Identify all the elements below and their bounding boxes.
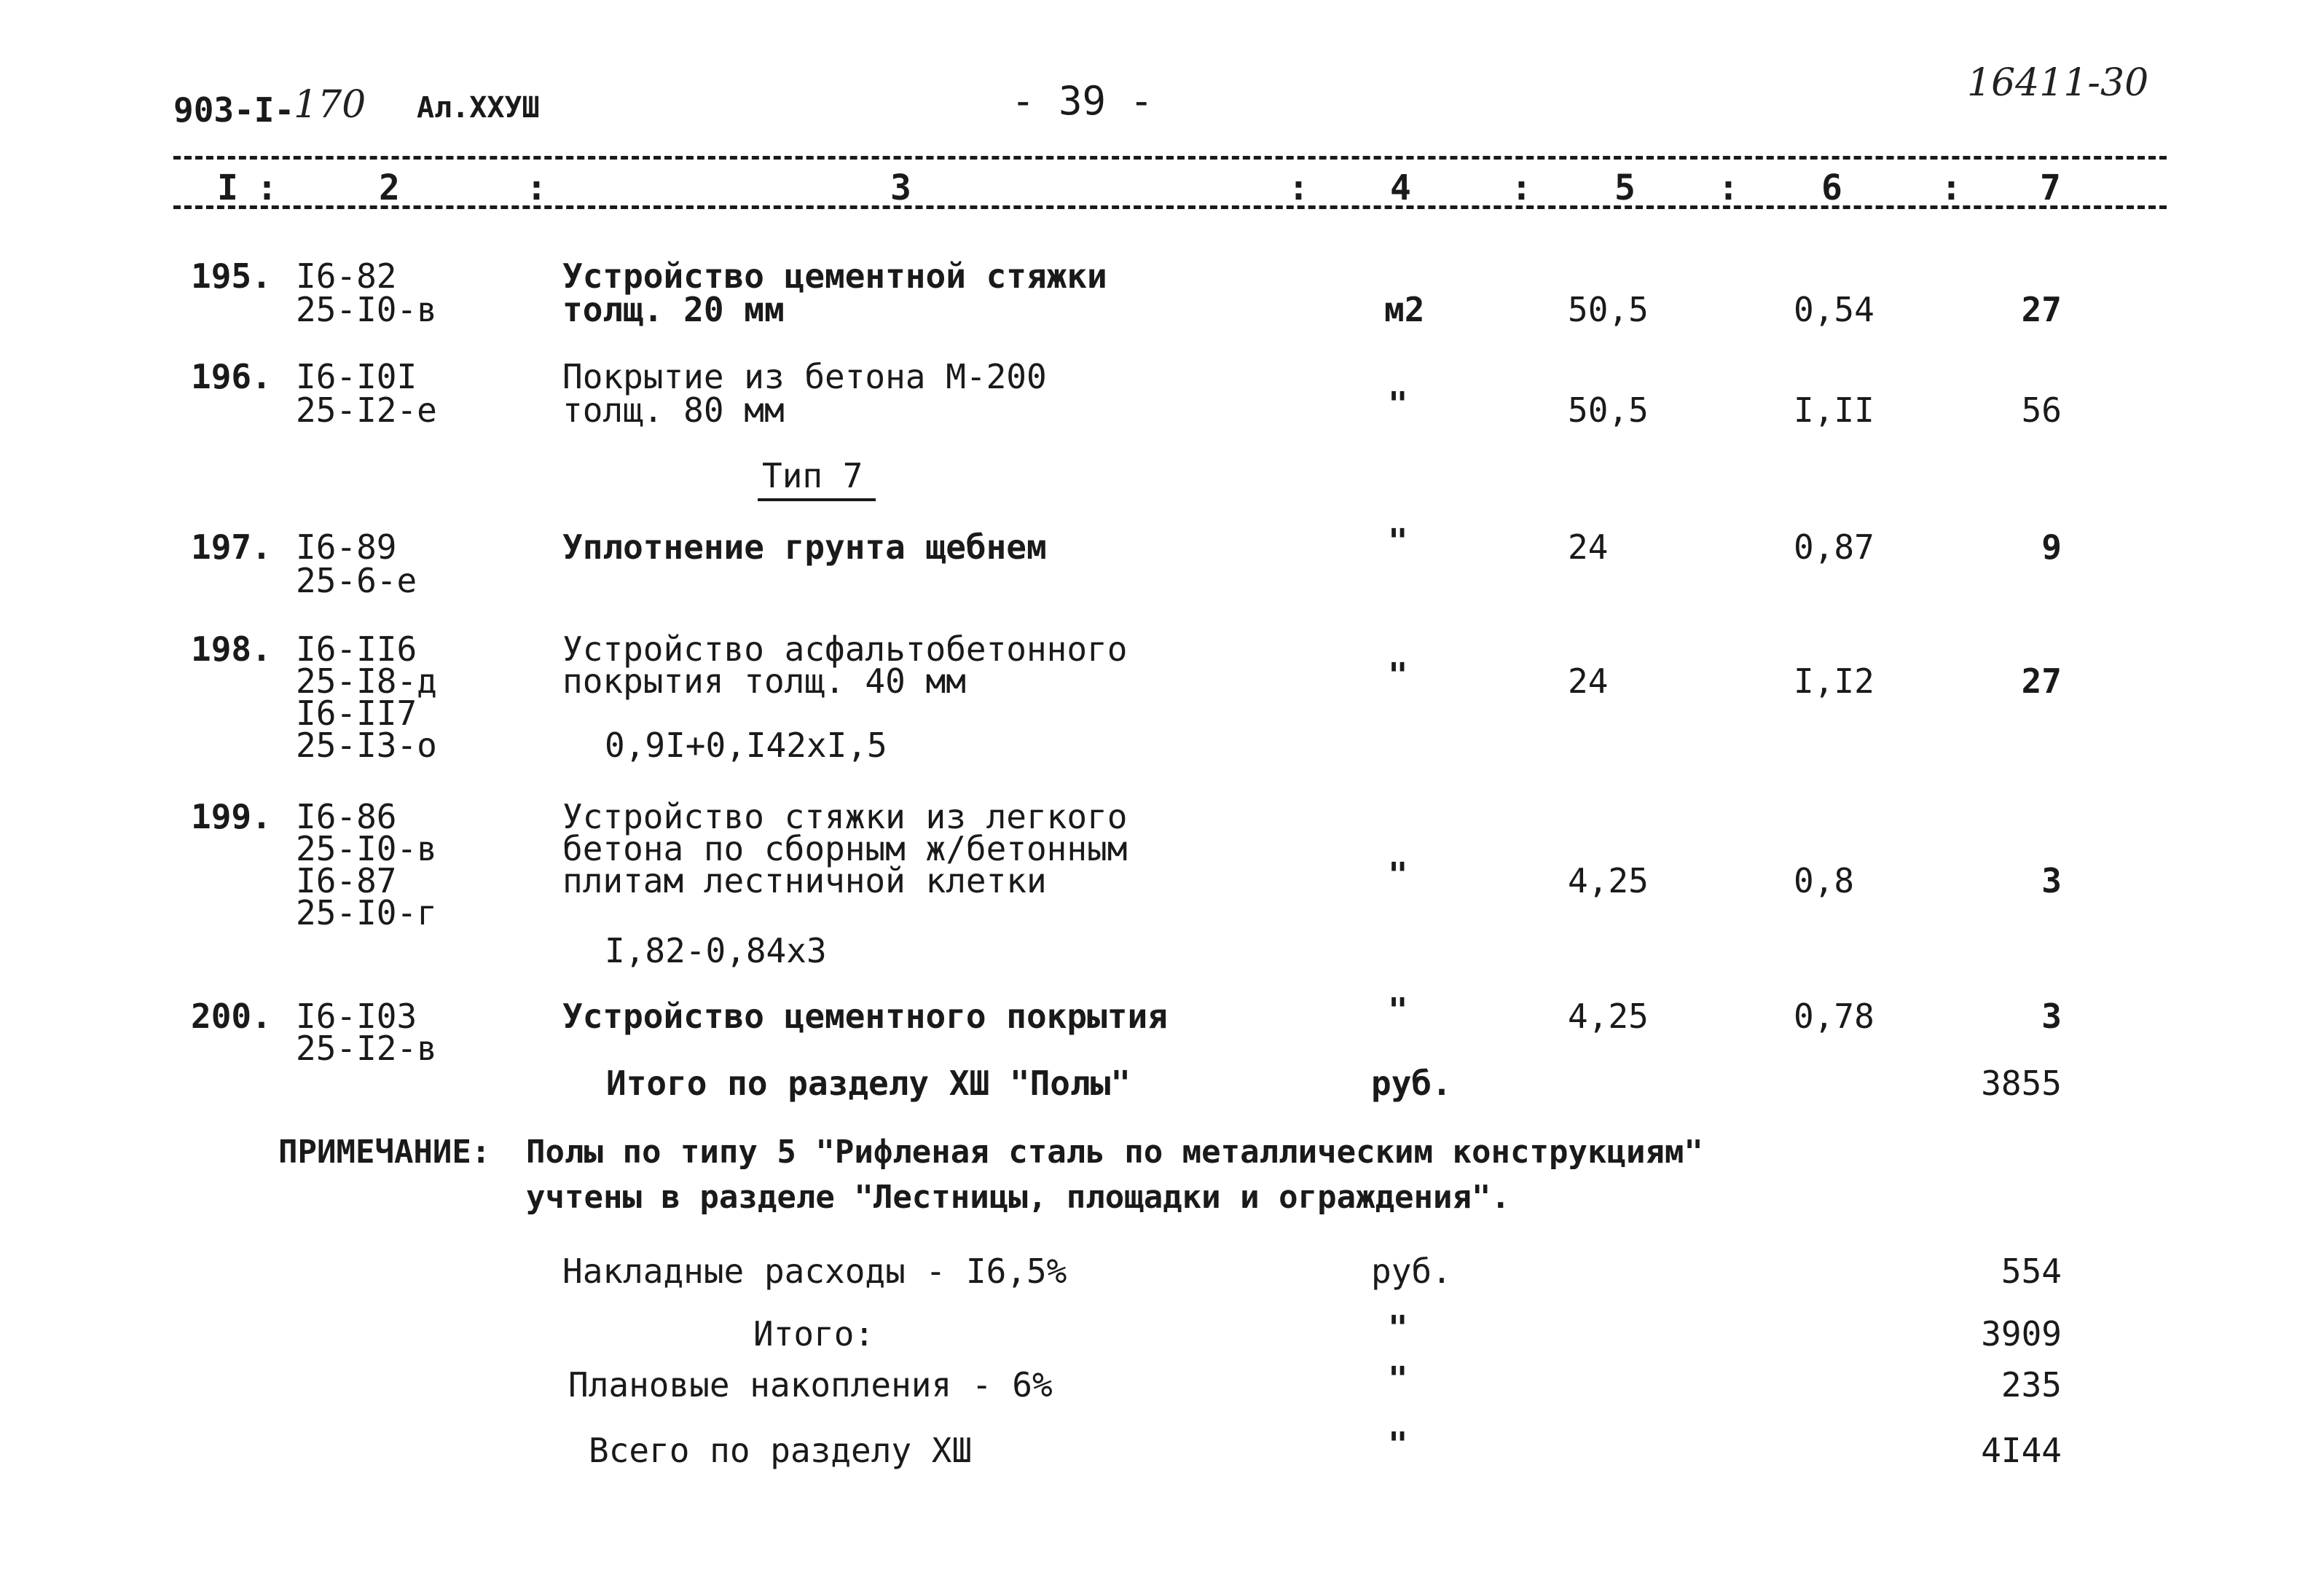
type-heading: Тип 7 xyxy=(762,456,863,495)
note-line-2: учтены в разделе "Лестницы, площадки и ограждения". xyxy=(526,1179,1511,1216)
row-description: Устройство асфальтобетонного xyxy=(562,629,1128,669)
row-code: 25-I2-в xyxy=(296,1029,437,1068)
row-code: 25-I0-г xyxy=(296,893,437,932)
row-quantity: 4,25 xyxy=(1568,861,1649,900)
type-heading-underline xyxy=(758,498,876,501)
row-number: 200. xyxy=(191,997,272,1036)
row-number: 196. xyxy=(191,357,272,396)
doc-code-handwritten: 170 xyxy=(294,83,366,127)
row-unit: м2 xyxy=(1384,290,1425,329)
row-total: 3 xyxy=(2041,997,2062,1036)
row-quantity: 50,5 xyxy=(1568,290,1649,329)
row-code: I6-87 xyxy=(296,861,397,900)
row-description: Устройство цементного покрытия xyxy=(562,997,1168,1036)
row-code: 25-6-е xyxy=(296,561,417,600)
album-number: Ал.ХХУШ xyxy=(417,91,540,125)
section-total-label: Итого по разделу ХШ "Полы" xyxy=(606,1064,1131,1103)
row-code: I6-82 xyxy=(296,256,397,296)
row-description: Устройство цементной стяжки xyxy=(562,256,1107,296)
row-total: 3 xyxy=(2041,861,2062,900)
header-rule-top xyxy=(173,156,2167,160)
row-code: 25-I3-о xyxy=(296,726,437,765)
row-code: I6-II7 xyxy=(296,694,417,733)
column-separator: : xyxy=(1511,168,1532,208)
page-number: - 39 - xyxy=(1011,78,1154,124)
row-price: 0,87 xyxy=(1794,527,1874,567)
summary-label: Итого: xyxy=(753,1314,875,1354)
row-price: I,II xyxy=(1794,390,1874,430)
row-price: 0,8 xyxy=(1794,861,1855,900)
summary-unit: " xyxy=(1388,1308,1408,1348)
row-code: 25-I2-е xyxy=(296,390,437,430)
column-header-4: 4 xyxy=(1390,168,1411,208)
row-description: Покрытие из бетона М-200 xyxy=(562,357,1047,396)
row-price: 0,54 xyxy=(1794,290,1874,329)
row-total: 9 xyxy=(2041,527,2062,567)
row-description: бетона по сборным ж/бетонным xyxy=(562,829,1128,868)
note-line-1: Полы по типу 5 "Рифленая сталь по металлическим конструкциям" xyxy=(526,1134,1703,1171)
row-unit: " xyxy=(1388,855,1408,895)
summary-unit: " xyxy=(1388,1425,1408,1464)
header-rule-bottom xyxy=(173,205,2167,209)
column-header-1: I xyxy=(217,168,238,208)
column-header-3: 3 xyxy=(890,168,911,208)
row-number: 199. xyxy=(191,797,272,836)
column-separator: : xyxy=(1941,168,1962,208)
summary-value: 554 xyxy=(2001,1252,2062,1291)
column-header-2: 2 xyxy=(379,168,400,208)
row-code: I6-86 xyxy=(296,797,397,836)
row-description: покрытия толщ. 40 мм xyxy=(562,661,966,701)
row-price: 0,78 xyxy=(1794,997,1874,1036)
row-total: 56 xyxy=(2021,390,2062,430)
row-code: 25-I8-д xyxy=(296,661,437,701)
row-code: I6-I0I xyxy=(296,357,417,396)
row-formula: 0,9I+0,I42хI,5 xyxy=(605,726,887,765)
column-header-6: 6 xyxy=(1821,168,1842,208)
row-formula: I,82-0,84х3 xyxy=(605,931,827,970)
note-label: ПРИМЕЧАНИЕ: xyxy=(278,1134,491,1171)
row-unit: " xyxy=(1388,522,1408,561)
summary-value: 235 xyxy=(2001,1365,2062,1405)
archive-number: 16411-30 xyxy=(1967,61,2149,105)
row-quantity: 24 xyxy=(1568,661,1609,701)
row-total: 27 xyxy=(2021,661,2062,701)
row-price: I,I2 xyxy=(1794,661,1874,701)
row-code: I6-I03 xyxy=(296,997,417,1036)
row-number: 195. xyxy=(191,256,272,296)
summary-value: 4I44 xyxy=(1981,1431,2062,1470)
row-total: 27 xyxy=(2021,290,2062,329)
row-unit: " xyxy=(1388,991,1408,1030)
row-number: 198. xyxy=(191,629,272,669)
section-total-unit: руб. xyxy=(1371,1064,1452,1103)
column-header-7: 7 xyxy=(2040,168,2061,208)
summary-label: Всего по разделу ХШ xyxy=(589,1431,973,1470)
row-quantity: 4,25 xyxy=(1568,997,1649,1036)
row-code: 25-I0-в xyxy=(296,829,437,868)
section-total-value: 3855 xyxy=(1981,1064,2062,1103)
row-unit: " xyxy=(1388,385,1408,424)
row-code: 25-I0-в xyxy=(296,290,437,329)
column-separator: : xyxy=(1718,168,1739,208)
row-code: I6-II6 xyxy=(296,629,417,669)
row-code: I6-89 xyxy=(296,527,397,567)
summary-label: Плановые накопления - 6% xyxy=(568,1365,1053,1405)
column-separator: : xyxy=(256,168,278,208)
summary-unit: " xyxy=(1388,1359,1408,1399)
row-description: толщ. 20 мм xyxy=(562,290,785,329)
column-header-5: 5 xyxy=(1614,168,1636,208)
row-description: Устройство стяжки из легкого xyxy=(562,797,1128,836)
row-quantity: 24 xyxy=(1568,527,1609,567)
row-description: плитам лестничной клетки xyxy=(562,861,1047,900)
row-quantity: 50,5 xyxy=(1568,390,1649,430)
summary-value: 3909 xyxy=(1981,1314,2062,1354)
row-number: 197. xyxy=(191,527,272,567)
column-separator: : xyxy=(1288,168,1309,208)
column-separator: : xyxy=(526,168,547,208)
row-description: толщ. 80 мм xyxy=(562,390,785,430)
doc-code: 903-I- xyxy=(173,90,295,130)
row-unit: " xyxy=(1388,656,1408,695)
row-description: Уплотнение грунта щебнем xyxy=(562,527,1047,567)
summary-unit: руб. xyxy=(1371,1252,1452,1291)
summary-label: Накладные расходы - I6,5% xyxy=(562,1252,1067,1291)
